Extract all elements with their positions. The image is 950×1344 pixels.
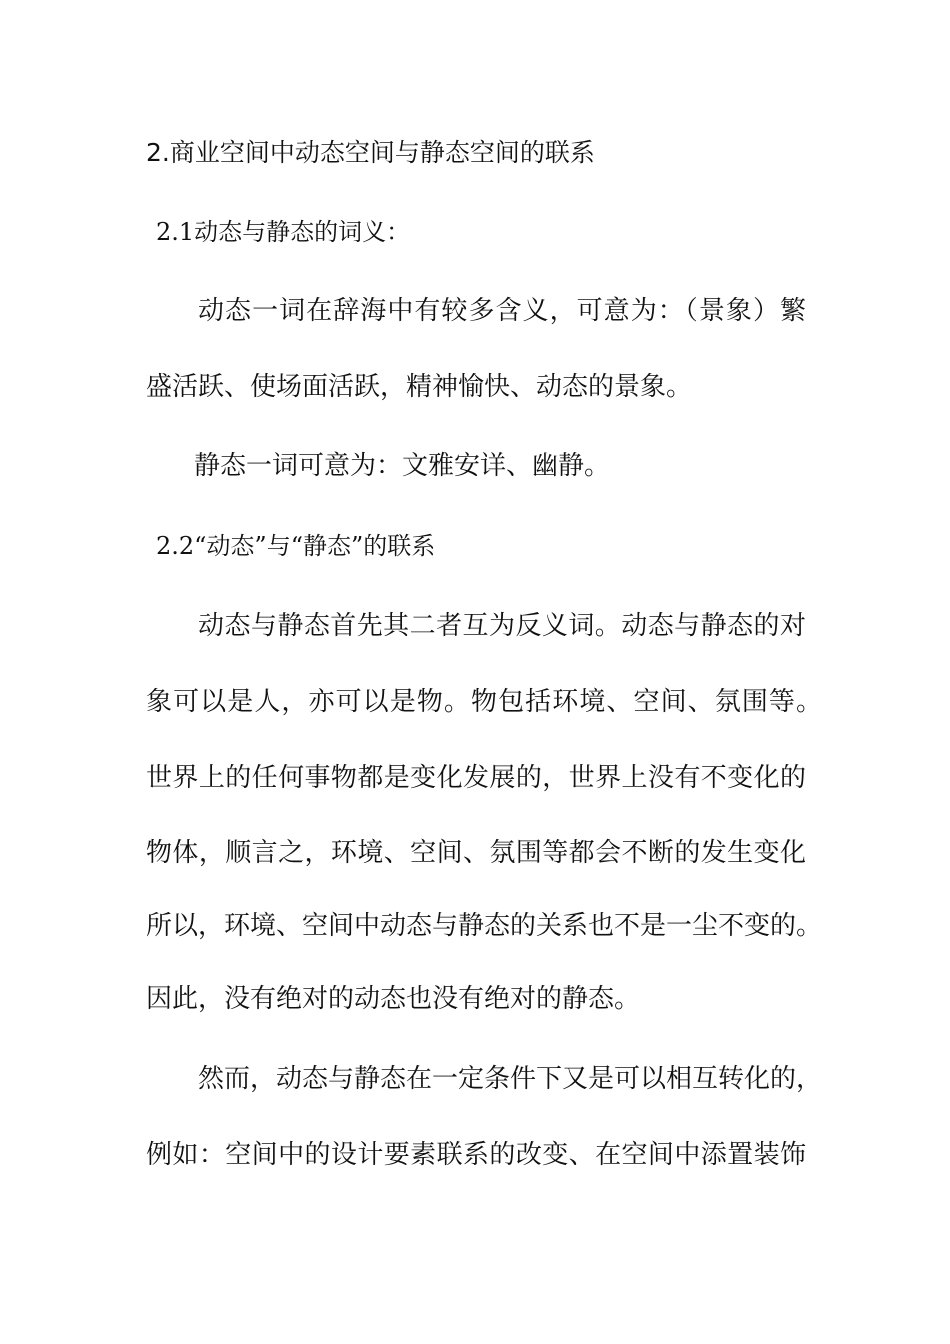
paragraph-line: 世界上的任何事物都是变化发展的，世界上没有不变化的 — [146, 763, 806, 793]
paragraph-line: 物体，顺言之，环境、空间、氛围等都会不断的发生变化 — [146, 838, 806, 868]
subsection-heading-2-1: 2.1动态与静态的词义： — [156, 218, 411, 246]
paragraph-line: 例如：空间中的设计要素联系的改变、在空间中添置装饰 — [146, 1140, 806, 1170]
section-heading: 2.商业空间中动态空间与静态空间的联系 — [146, 138, 595, 167]
paragraph-line: 动态一词在辞海中有较多含义，可意为：（景象）繁 — [198, 296, 806, 326]
paragraph-line: 动态与静态首先其二者互为反义词。动态与静态的对 — [198, 611, 806, 641]
subsection-heading-2-2: 2.2“动态”与“静态”的联系 — [156, 532, 436, 560]
paragraph-line: 所以，环境、空间中动态与静态的关系也不是一尘不变的。 — [146, 911, 823, 941]
paragraph-line: 静态一词可意为：文雅安详、幽静。 — [194, 451, 611, 481]
paragraph-line: 盛活跃、使场面活跃，精神愉快、动态的景象。 — [146, 372, 693, 402]
paragraph-line: 象可以是人，亦可以是物。物包括环境、空间、氛围等。 — [146, 687, 822, 717]
paragraph-line: 然而，动态与静态在一定条件下又是可以相互转化的， — [198, 1064, 823, 1094]
paragraph-line: 因此，没有绝对的动态也没有绝对的静态。 — [146, 984, 641, 1014]
